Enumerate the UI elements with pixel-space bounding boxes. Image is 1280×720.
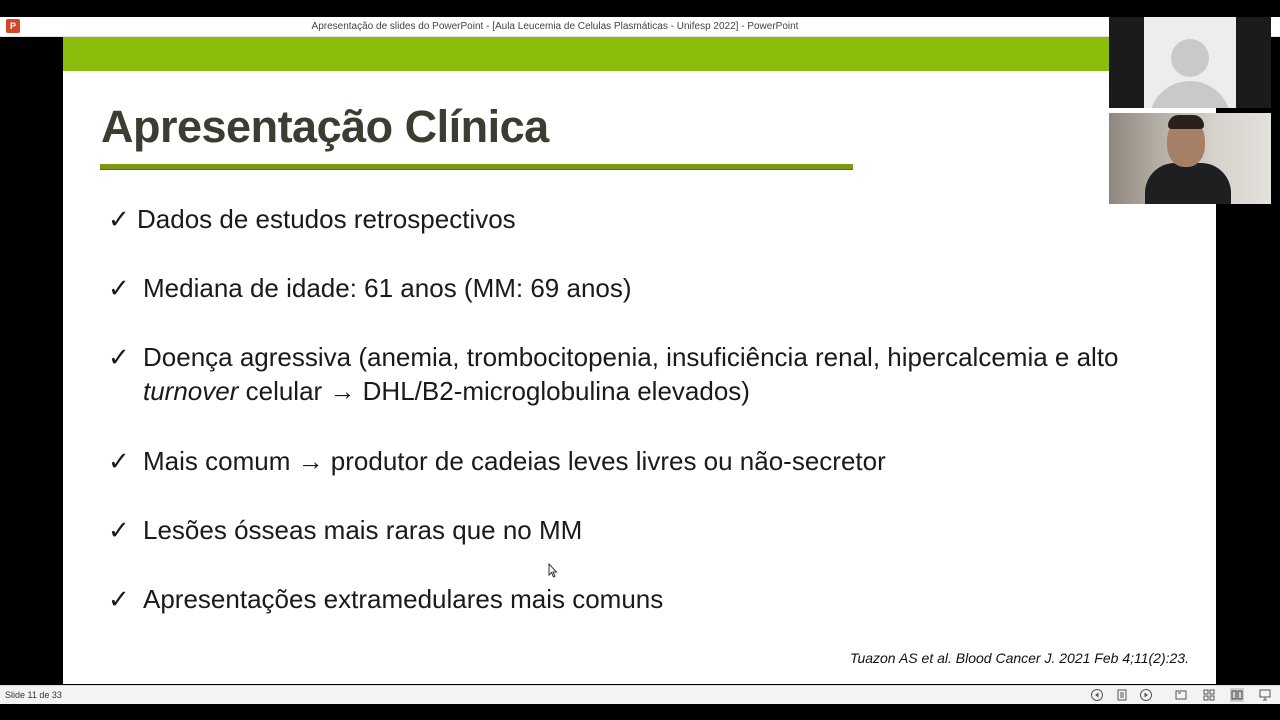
avatar-body-icon <box>1149 81 1231 108</box>
slide-header-band <box>63 37 1216 71</box>
slide-sorter-icon[interactable] <box>1202 688 1216 702</box>
window-titlebar <box>0 17 1280 37</box>
slide-show-icon[interactable] <box>1258 688 1272 702</box>
normal-view-icon[interactable] <box>1174 688 1188 702</box>
mouse-cursor-icon <box>548 563 558 578</box>
checkmark-icon: ✓ <box>108 342 130 372</box>
bullet-text: Mediana de idade: 61 anos (MM: 69 anos) <box>143 273 632 303</box>
checkmark-icon: ✓ <box>108 446 130 476</box>
bullet-text: Dados de estudos retrospectivos <box>137 204 516 234</box>
speaker-hair <box>1168 115 1204 129</box>
slide-menu-icon[interactable] <box>1115 688 1129 702</box>
bullet-text <box>143 340 1193 408</box>
slide-counter: Slide 11 de 33 <box>5 690 62 700</box>
slide-title: Apresentação Clínica <box>101 101 549 152</box>
title-underline <box>100 164 853 170</box>
speaker-video-tile[interactable] <box>1109 113 1271 204</box>
reading-view-icon[interactable] <box>1230 688 1244 702</box>
slide <box>63 37 1216 684</box>
previous-slide-icon[interactable] <box>1090 688 1104 702</box>
window-title: Apresentação de slides do PowerPoint - [Aula Leucemia de Celulas Plasmáticas - Unifesp 2022] - PowerPoint <box>311 21 799 32</box>
next-slide-icon[interactable] <box>1139 688 1153 702</box>
checkmark-icon: ✓ <box>108 515 130 545</box>
checkmark-icon: ✓ <box>108 273 130 303</box>
avatar-head-icon <box>1171 39 1209 77</box>
avatar-placeholder <box>1144 17 1236 108</box>
status-bar <box>0 685 1280 704</box>
bullet-text-part: celular → DHL/B2-microglobulina elevados) <box>238 376 750 406</box>
citation: Tuazon AS et al. Blood Cancer J. 2021 Feb 4;11(2):23. <box>849 650 1189 666</box>
powerpoint-icon: P <box>6 19 20 33</box>
bullet-text: Mais comum → produtor de cadeias leves livres ou não-secretor <box>143 446 886 476</box>
bullet-text-part: Doença agressiva (anemia, trombocitopenia, insuficiência renal, hipercalcemia e alto <box>143 342 1119 372</box>
bullet-text: Apresentações extramedulares mais comuns <box>143 584 664 614</box>
bullet-text-italic: turnover <box>143 376 239 406</box>
bullet-text: Lesões ósseas mais raras que no MM <box>143 515 583 545</box>
checkmark-icon: ✓ <box>108 204 130 234</box>
participant-video-tile[interactable] <box>1109 17 1271 108</box>
speaker-figure <box>1145 163 1231 204</box>
checkmark-icon: ✓ <box>108 584 130 614</box>
